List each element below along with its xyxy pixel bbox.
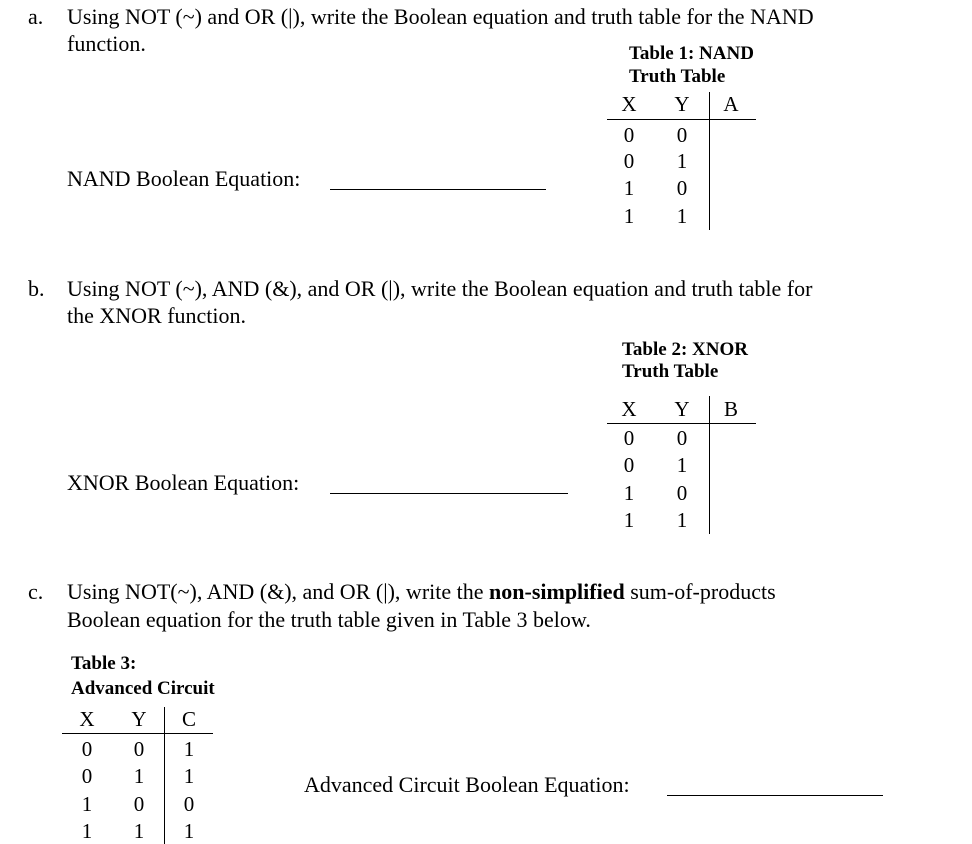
table-2-header-x: X [621, 397, 637, 421]
table-3-r1-c: 1 [183, 737, 195, 761]
table-2-r1-y: 0 [676, 426, 688, 450]
part-a-letter: a. [28, 4, 44, 29]
table-2-r2-y: 1 [676, 453, 688, 477]
table-3-r2-x: 0 [81, 764, 93, 788]
table-2-header-y: Y [674, 397, 690, 421]
table-1-r2-y: 1 [676, 149, 688, 173]
table-3-subcaption: Advanced Circuit [71, 678, 215, 699]
table-2-r4-x: 1 [623, 508, 635, 532]
table-1-header-y: Y [674, 92, 690, 116]
part-b-question-line-1: Using NOT (~), AND (&), and OR (|), write the Boolean equation and truth table for [67, 276, 813, 301]
table-3-caption: Table 3: [71, 653, 137, 674]
table-3-r1-x: 0 [81, 737, 93, 761]
table-2-r2-x: 0 [623, 453, 635, 477]
advanced-circuit-equation-label: Advanced Circuit Boolean Equation: [304, 772, 630, 797]
table-3-header-c: C [181, 707, 196, 731]
table-3-r4-y: 1 [133, 819, 145, 843]
table-3-r3-x: 1 [81, 792, 93, 816]
table-2-header-rule [607, 423, 756, 424]
part-c-letter: c. [28, 579, 44, 604]
table-3-r3-c: 0 [183, 792, 195, 816]
table-1-r1-x: 0 [623, 123, 635, 147]
table-1-r2-x: 0 [623, 149, 635, 173]
part-a-question-line-1: Using NOT (~) and OR (|), write the Boolean equation and truth table for the NAND [67, 4, 814, 29]
table-3-r3-y: 0 [133, 792, 145, 816]
table-2-header-b: B [723, 397, 738, 421]
table-1-r4-x: 1 [623, 204, 635, 228]
table-2-subcaption: Truth Table [622, 361, 719, 382]
table-2-r3-y: 0 [676, 481, 688, 505]
table-2-r4-y: 1 [676, 508, 688, 532]
table-2-caption: Table 2: XNOR [622, 339, 748, 360]
table-1-r4-y: 1 [676, 204, 688, 228]
table-2-r1-x: 0 [623, 426, 635, 450]
table-1-header-rule [607, 119, 756, 120]
table-1-r3-x: 1 [623, 176, 635, 200]
table-3-r4-x: 1 [81, 819, 93, 843]
part-b-letter: b. [28, 276, 45, 301]
xnor-equation-label: XNOR Boolean Equation: [67, 470, 300, 495]
nand-equation-label: NAND Boolean Equation: [67, 166, 301, 191]
part-b-question-line-2: the XNOR function. [67, 303, 247, 328]
table-1-column-rule [709, 92, 710, 230]
table-1-r3-y: 0 [676, 176, 688, 200]
table-3-column-rule [164, 707, 165, 844]
table-3-r1-y: 0 [133, 737, 145, 761]
table-3-r2-c: 1 [183, 764, 195, 788]
advanced-circuit-equation-blank[interactable] [667, 795, 883, 796]
table-2-column-rule [709, 396, 710, 534]
xnor-equation-blank[interactable] [330, 493, 568, 494]
part-a-question-line-2: function. [67, 31, 146, 56]
table-3-header-rule [62, 733, 213, 734]
table-3-r4-c: 1 [183, 819, 195, 843]
table-1-header-a: A [723, 92, 739, 116]
non-simplified-emphasis: non-simplified [489, 579, 625, 604]
table-1-header-x: X [621, 92, 637, 116]
part-c-question-line-2: Boolean equation for the truth table given in Table 3 below. [67, 607, 591, 632]
table-1-caption: Table 1: NAND [629, 43, 754, 64]
nand-equation-blank[interactable] [330, 189, 546, 190]
table-3-header-x: X [79, 707, 95, 731]
table-3-header-y: Y [131, 707, 147, 731]
table-3-r2-y: 1 [133, 764, 145, 788]
table-1-subcaption: Truth Table [629, 66, 726, 87]
table-2-r3-x: 1 [623, 481, 635, 505]
table-1-r1-y: 0 [676, 123, 688, 147]
part-c-question-line-1: Using NOT(~), AND (&), and OR (|), write the non-simplified sum-of-products [67, 579, 776, 604]
